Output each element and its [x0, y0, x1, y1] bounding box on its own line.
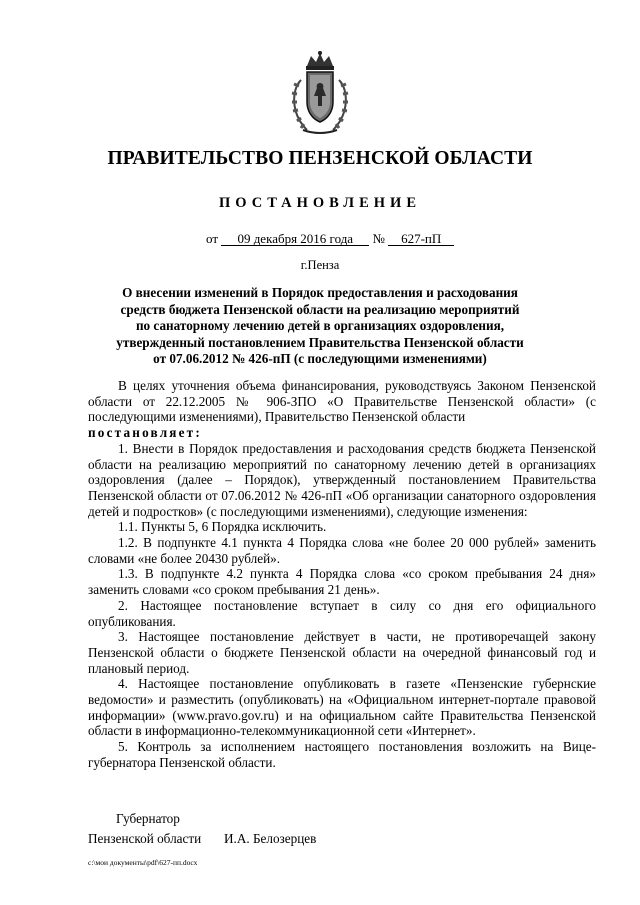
document-date: 09 декабря 2016 года	[221, 232, 369, 246]
title-line: по санаторному лечению детей в организациях оздоровления,	[135, 318, 505, 334]
date-prefix: от	[206, 231, 219, 246]
decree-word: постановляет:	[88, 425, 202, 441]
item-paragraph: 1.1. Пункты 5, 6 Порядка исключить.	[118, 519, 327, 535]
item-paragraph: 2. Настоящее постановление вступает в силу со дня его официального опубликования.	[88, 597, 596, 629]
document-title	[0, 285, 640, 368]
city: г.Пенза	[300, 258, 340, 272]
document-number: 627-пП	[388, 232, 454, 246]
number-prefix: №	[372, 231, 385, 246]
document-type: ПОСТАНОВЛЕНИЕ	[218, 195, 421, 211]
item-paragraph: 1.2. В подпункте 4.1 пункта 4 Порядка слова «не более 20 000 рублей» заменить словами «не более 20430 рублей».	[88, 535, 596, 566]
signature-block	[88, 809, 448, 848]
title-line: утвержденный постановлением Правительства Пензенской области	[116, 334, 524, 350]
title-line: средств бюджета Пензенской области на реализацию мероприятий	[120, 301, 520, 317]
preamble-paragraph: В целях уточнения объема финансирования, руководствуясь Законом Пензенской области от 22.12.2005 № 906-ЗПО «О Правительстве Пензенской области» (с последующими изменениями), Правительство Пензенской области	[88, 378, 596, 425]
item-paragraph: 4. Настоящее постановление опубликовать в газете «Пензенские губернские ведомости» и разместить (опубликовать) на «Официальном интернет-портале правовой информации» (www.pravo.gov.ru) и на официальном сайте Правительства Пензенской области в информационно-телекоммуникационной сети «Интернет».	[88, 676, 596, 739]
signatory-name: И.А. Белозерцев	[224, 830, 317, 846]
title-line: от 07.06.2012 № 426-пП (с последующими изменениями)	[153, 351, 487, 367]
organization-heading: ПРАВИТЕЛЬСТВО ПЕНЗЕНСКОЙ ОБЛАСТИ	[107, 148, 533, 169]
title-line: О внесении изменений в Порядок предоставления и расходования	[122, 285, 518, 300]
date-number-line	[206, 231, 454, 247]
document-body	[88, 378, 596, 771]
signatory-title-line2: Пензенской области	[88, 830, 202, 846]
item-paragraph: 1.3. В подпункте 4.2 пункта 4 Порядка слова «со сроком пребывания 24 дня» заменить словами «со сроком пребывания 21 день».	[88, 566, 596, 598]
item-paragraph: 1. Внести в Порядок предоставления и расходования средств бюджета Пензенской области на реализацию мероприятий по санаторному лечению детей в организациях оздоровления (далее – Порядок), утвержденный постановлением Правительства Пензенской области от 07.06.2012 № 426-пП «Об организации санаторного оздоровления детей и подростков» (с последующими изменениями), следующие изменения:	[88, 440, 596, 519]
item-paragraph: 5. Контроль за исполнением настоящего постановления возложить на Вице-губернатора Пензенской области.	[88, 739, 596, 770]
coat-of-arms-icon	[287, 50, 353, 136]
signatory-title-line1: Губернатор	[116, 811, 180, 826]
item-paragraph: 3. Настоящее постановление действует в части, не противоречащей закону Пензенской области о бюджете Пензенской области на очередной финансовый год и плановый период.	[88, 629, 596, 676]
file-path-footer: c:\мои документы\pdf\627-пп.docx	[88, 858, 198, 867]
